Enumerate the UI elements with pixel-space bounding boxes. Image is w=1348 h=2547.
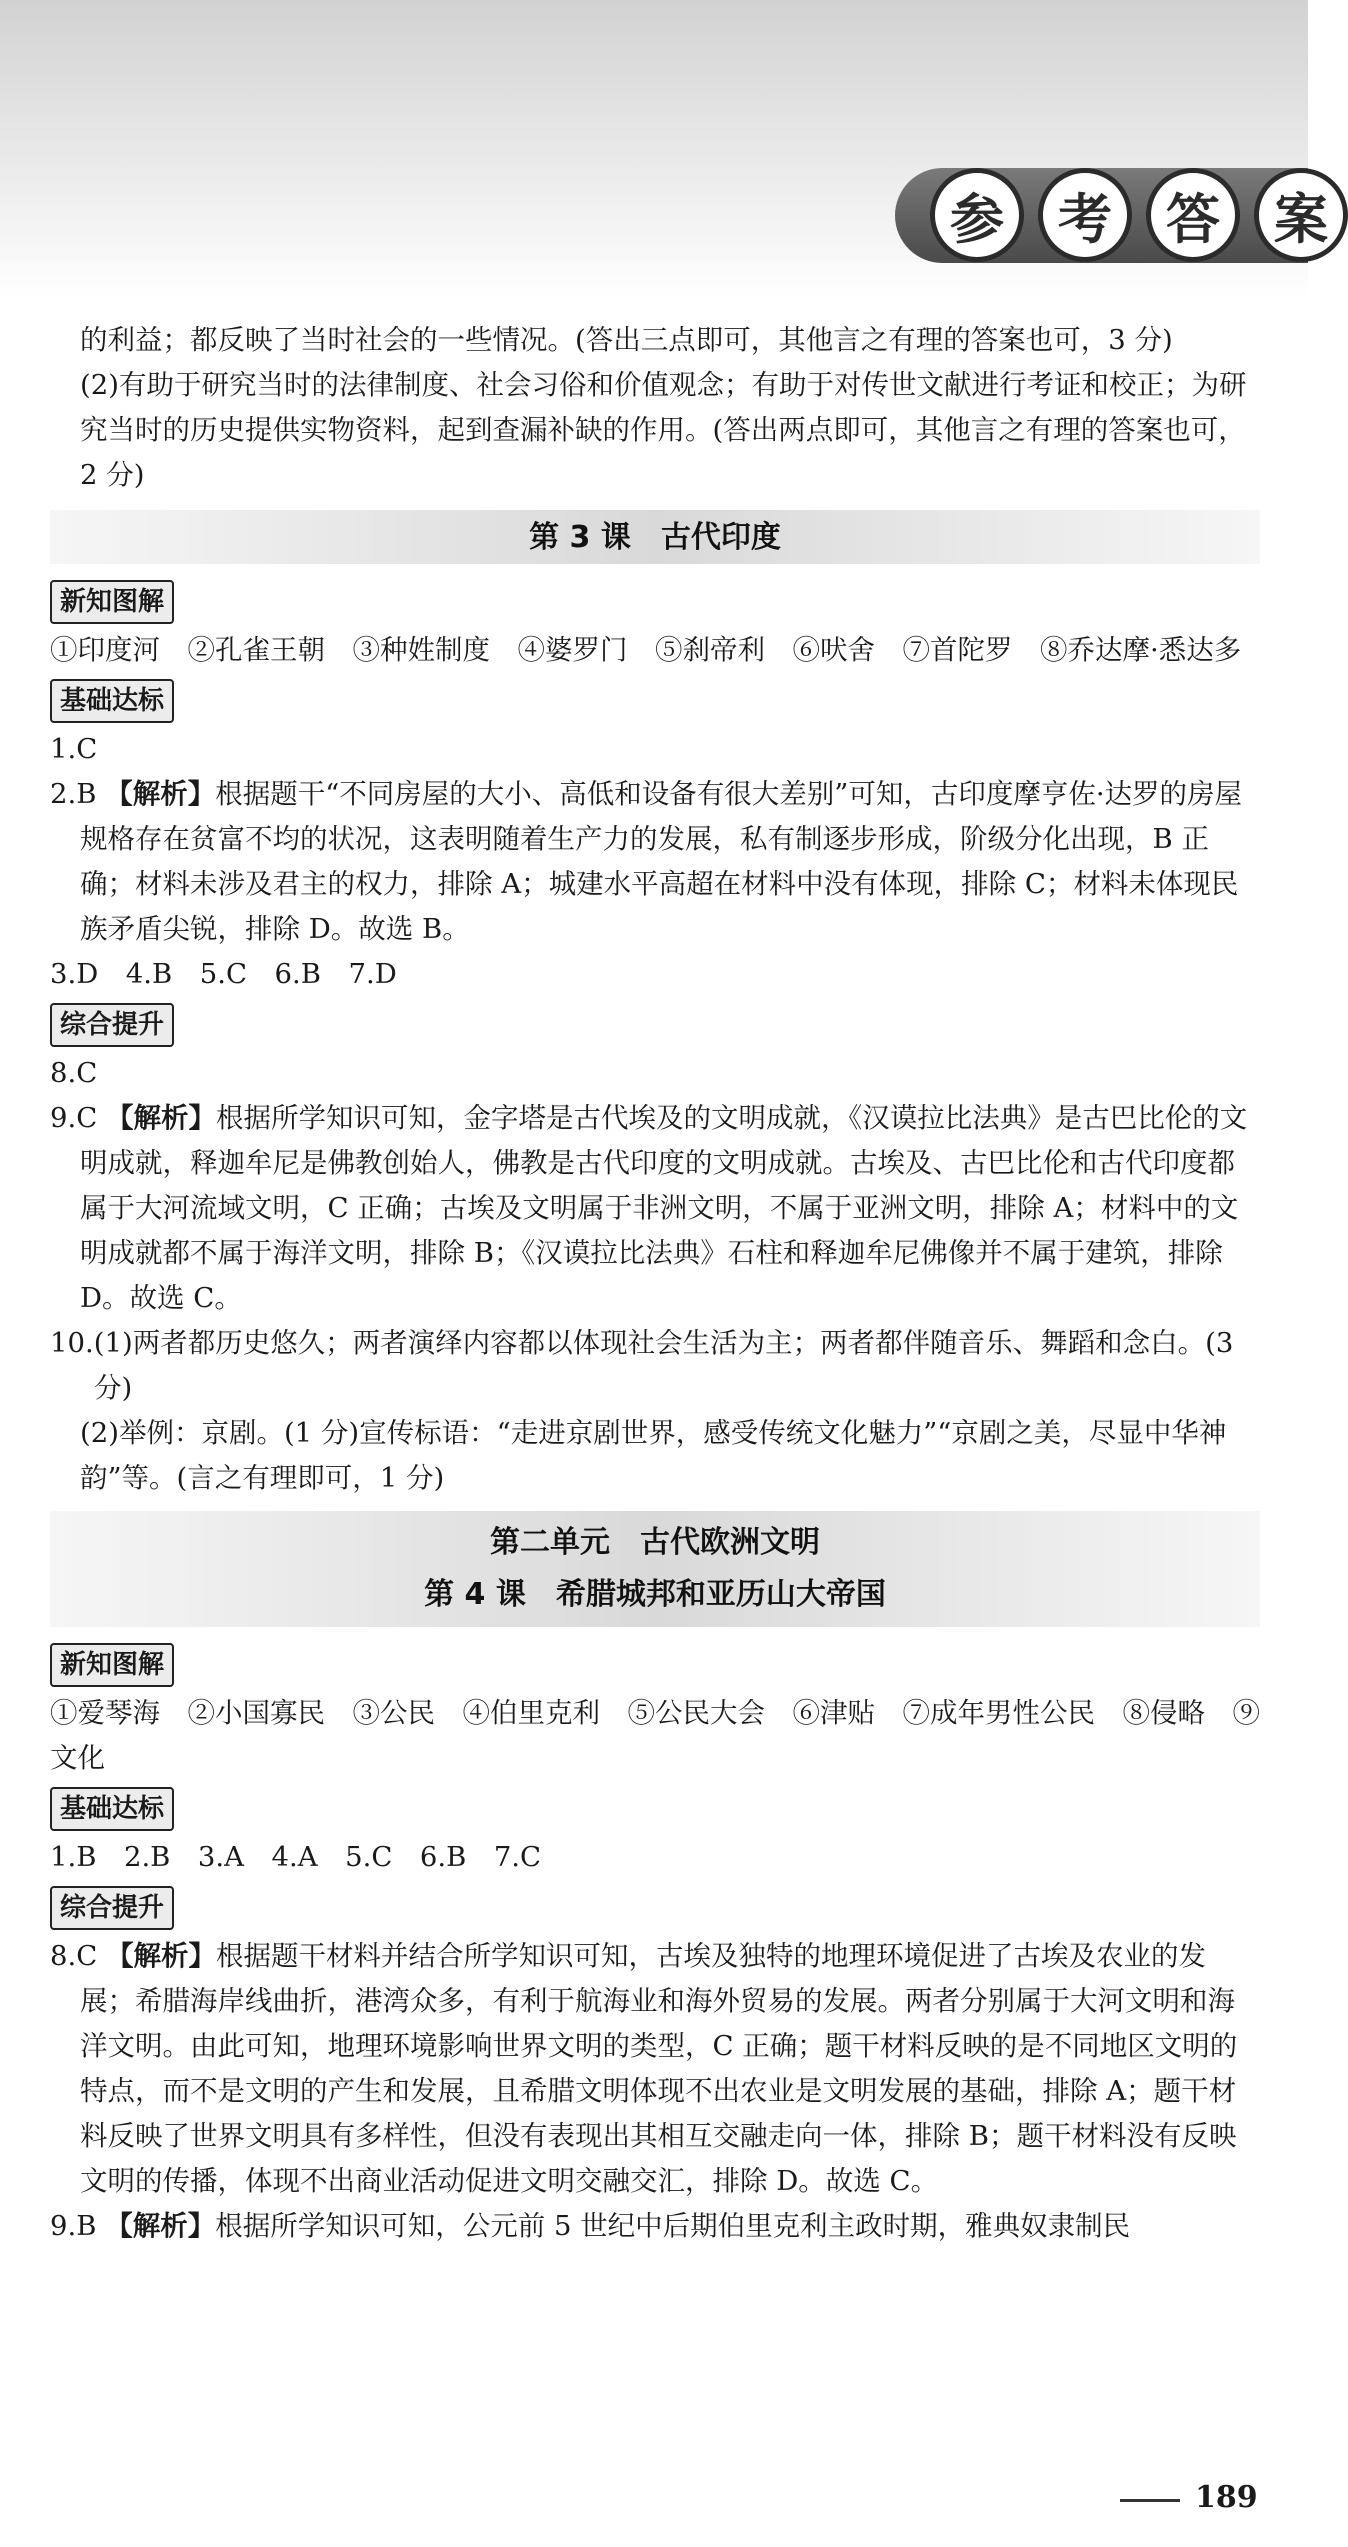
answer-item bbox=[50, 2204, 1260, 2249]
answer-text: ①印度河 ②孔雀王朝 ③种姓制度 ④婆罗门 ⑤刹帝利 ⑥吠舍 ⑦首陀罗 ⑧乔达摩·悉达多 bbox=[50, 634, 1242, 666]
lesson-title: 第 4 课 希腊城邦和亚历山大帝国 bbox=[424, 1577, 886, 1612]
answer-text: (2)举例：京剧。(1 分)宣传标语：“走进京剧世界，感受传统文化魅力”“京剧之美，尽显中华神韵”等。(言之有理即可，1 分) bbox=[80, 1417, 1227, 1494]
header-char: 考 bbox=[1038, 168, 1132, 262]
header-char: 案 bbox=[1254, 168, 1348, 262]
answer-text: 3.D 4.B 5.C 6.B 7.D bbox=[50, 958, 397, 990]
answer-number: 9.C bbox=[50, 1102, 98, 1134]
answer-text: 10.(1)两者都历史悠久；两者演绎内容都以体现社会生活为主；两者都伴随音乐、舞蹈和念白。(3 分) bbox=[50, 1327, 1234, 1404]
section-label: 综合提升 bbox=[50, 1003, 174, 1047]
analysis-text: 根据所学知识可知，金字塔是古代埃及的文明成就，《汉谟拉比法典》是古巴比伦的文明成就，释迦牟尼是佛教创始人，佛教是古代印度的文明成就。古埃及、古巴比伦和古代印度都属于大河流域文明，C 正确；古埃及文明属于非洲文明，不属于亚洲文明，排除 A；材料中的文明成就都不属于海洋文明，排除 B；《汉谟拉比法典》石柱和释迦牟尼佛像并不属于建筑，排除 D。故选 C。 bbox=[80, 1102, 1248, 1314]
page-number-dash bbox=[1120, 2499, 1180, 2502]
analysis-text: 根据题干材料并结合所学知识可知，古埃及独特的地理环境促进了古埃及农业的发展；希腊海岸线曲折，港湾众多，有利于航海业和海外贸易的发展。两者分别属于大河文明和海洋文明。由此可知，地理环境影响世界文明的类型，C 正确；题干材料反映的是不同地区文明的特点，而不是文明的产生和发展，且希腊文明体现不出农业是文明发展的基础，排除 A；题干材料反映了世界文明具有多样性，但没有表现出其相互交融走向一体，排除 B；题干材料没有反映文明的传播，体现不出商业活动促进文明交融交汇，排除 D。故选 C。 bbox=[80, 1940, 1238, 2197]
answer-item bbox=[50, 1934, 1260, 2204]
analysis-text: 根据所学知识可知，公元前 5 世纪中后期伯里克利主政时期，雅典奴隶制民 bbox=[215, 2210, 1131, 2242]
answer-item bbox=[50, 772, 1260, 952]
analysis-text: 根据题干“不同房屋的大小、高低和设备有很大差别”可知，古印度摩亨佐·达罗的房屋规格存在贫富不均的状况，这表明随着生产力的发展，私有制逐步形成，阶级分化出现，B 正确；材料未涉及君主的权力，排除 A；城建水平高超在材料中没有体现，排除 C；材料未体现民族矛盾尖锐，排除 D。故选 B。 bbox=[80, 778, 1243, 945]
analysis-tag: 【解析】 bbox=[106, 1940, 217, 1972]
section-label-row bbox=[50, 1880, 1260, 1934]
answer-number: 8.C bbox=[50, 1940, 98, 1972]
header-char: 答 bbox=[1146, 168, 1240, 262]
section-label-row bbox=[50, 673, 1260, 727]
answer-text: 1.C bbox=[50, 733, 98, 765]
section-label-row bbox=[50, 574, 1260, 628]
section-label: 新知图解 bbox=[50, 580, 174, 624]
analysis-tag: 【解析】 bbox=[106, 1102, 217, 1134]
section-label: 新知图解 bbox=[50, 1643, 174, 1687]
analysis-tag: 【解析】 bbox=[105, 2210, 216, 2242]
section-label: 基础达标 bbox=[50, 1787, 174, 1831]
header-char: 参 bbox=[930, 168, 1024, 262]
section-label: 基础达标 bbox=[50, 679, 174, 723]
answer-text: ①爱琴海 ②小国寡民 ③公民 ④伯里克利 ⑤公民大会 ⑥津贴 ⑦成年男性公民 ⑧侵略 ⑨文化 bbox=[50, 1697, 1260, 1774]
answer-number: 2.B bbox=[50, 778, 97, 810]
section-label-row bbox=[50, 1637, 1260, 1691]
answer-key-title bbox=[930, 168, 1348, 262]
answer-content bbox=[50, 318, 1260, 2249]
unit-title: 第二单元 古代欧洲文明 bbox=[490, 1525, 820, 1560]
section-label: 综合提升 bbox=[50, 1886, 174, 1930]
lesson-title: 第 3 课 古代印度 bbox=[50, 510, 1260, 564]
answer-text: 8.C bbox=[50, 1057, 98, 1089]
section-label-row bbox=[50, 997, 1260, 1051]
section-label-row bbox=[50, 1781, 1260, 1835]
answer-text: 1.B 2.B 3.A 4.A 5.C 6.B 7.C bbox=[50, 1841, 542, 1873]
answer-item bbox=[50, 1096, 1260, 1321]
page-number: 189 bbox=[1195, 2480, 1258, 2515]
unit-title-block bbox=[50, 1511, 1260, 1627]
answer-text: (2)有助于研究当时的法律制度、社会习俗和价值观念；有助于对传世文献进行考证和校正；为研究当时的历史提供实物资料，起到查漏补缺的作用。(答出两点即可，其他言之有理的答案也可，2 分) bbox=[80, 369, 1247, 491]
analysis-tag: 【解析】 bbox=[105, 778, 216, 810]
answer-number: 9.B bbox=[50, 2210, 97, 2242]
answer-text: 的利益；都反映了当时社会的一些情况。(答出三点即可，其他言之有理的答案也可，3 分) bbox=[80, 324, 1173, 356]
